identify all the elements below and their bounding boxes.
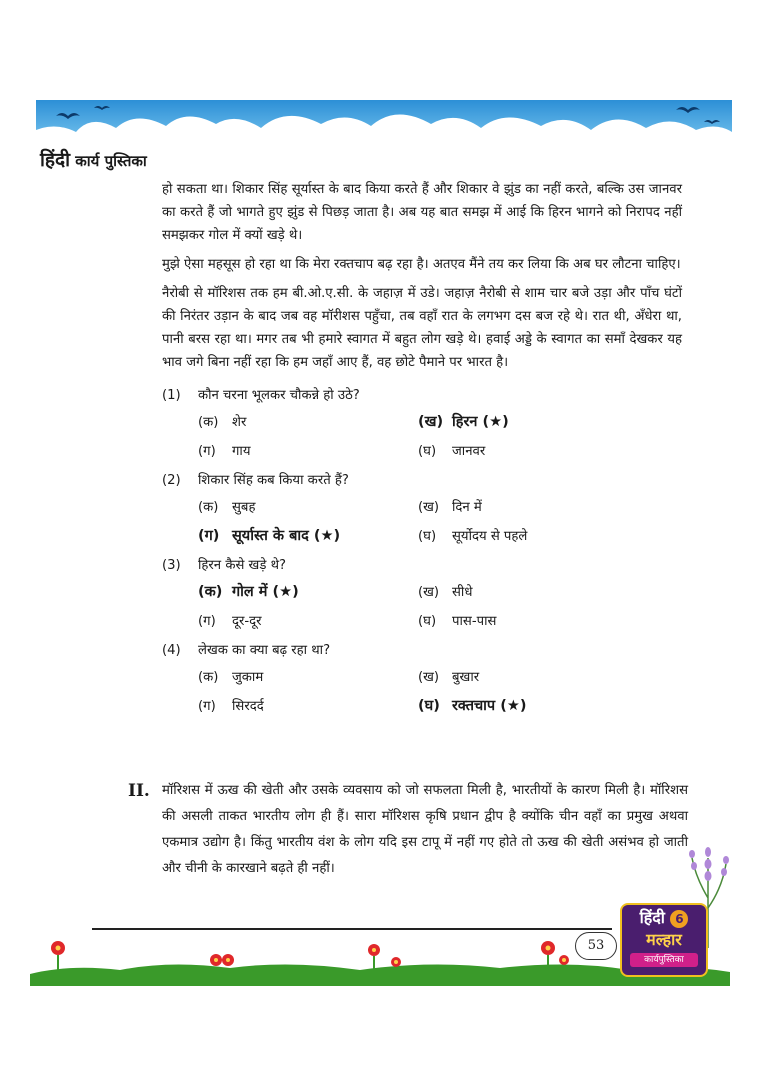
option-correct: (ख) हिरन (★) (418, 414, 509, 430)
option: (क) सुबह (198, 500, 256, 515)
question-text: कौन चरना भूलकर चौकन्ने हो उठे? (198, 388, 360, 403)
question-number: (3) (162, 558, 181, 573)
badge-subtitle: मल्हार (646, 930, 682, 949)
question-text: लेखक का क्या बढ़ रहा था? (198, 643, 331, 658)
badge-caption: कार्यपुस्तिका (630, 953, 698, 967)
option-row (162, 525, 682, 554)
section-two-paragraph: मॉरिशस में ऊख की खेती और उसके व्यवसाय को जो सफलता मिली है, भारतीयों के कारण मिली है। मॉरिशस की असली ताकत भारतीय लोग ही हैं। सारा मॉरिशस कृषि प्रधान द्वीप है क्योंकि चीन वहाँ का प्रमुख अथवा एकमात्र उद्योग है। किंतु भारतीय वंश के लोग यदि इस टापू में नहीं गए होते तो ऊख की खेती असंभव हो जाती और चीनी के कारखाने बढ़ते ही नहीं। (162, 783, 688, 876)
option-correct: (क) गोल में (★) (198, 584, 299, 600)
badge-grade: 6 (670, 910, 688, 928)
option-correct: (ग) सूर्यास्त के बाद (★) (198, 528, 341, 544)
option-row (162, 440, 682, 469)
question-item (162, 384, 682, 411)
page-header-title (40, 146, 147, 172)
badge-title: हिंदी (639, 908, 665, 927)
header-sky-banner (36, 100, 732, 146)
question-item (162, 469, 682, 496)
option-correct: (घ) रक्तचाप (★) (418, 698, 527, 714)
option-row (162, 666, 682, 695)
option: (घ) पास-पास (418, 614, 497, 629)
main-content (162, 178, 682, 724)
question-item (162, 639, 682, 666)
book-logo-badge (620, 903, 708, 977)
option-row (162, 695, 682, 724)
question-item (162, 554, 682, 581)
option: (ख) सीधे (418, 585, 473, 600)
option-row (162, 610, 682, 639)
option: (क) जुकाम (198, 670, 264, 685)
option: (ग) सिरदर्द (198, 699, 264, 714)
question-text: हिरन कैसे खड़े थे? (198, 558, 287, 573)
flower-icon (51, 941, 569, 967)
question-number: (1) (162, 388, 181, 403)
section-label: II. (128, 781, 150, 801)
option-row (162, 581, 682, 610)
option: (ख) बुखार (418, 670, 480, 685)
option: (ख) दिन में (418, 500, 482, 515)
question-list (162, 384, 682, 724)
option-row (162, 496, 682, 525)
passage-paragraph: नैरोबी से मॉरिशस तक हम बी.ओ.ए.सी. के जहाज़ में उडे। जहाज़ नैरोबी से शाम चार बजे उड़ा और पाँच घंटों की निरंतर उड़ान के बाद जब वह मॉरीशस पहुँचा, तब वहाँ रात के लगभग दस बज रहे थे। रात थी, अँधेरा था, पानी बरस रहा था। मगर तब भी हमारे स्वागत में बहुत लोग खड़े थे। हवाई अड्डे के स्वागत का समाँ देखकर यह भाव जगे बिना नहीं रहा कि हम जहाँ आए हैं, वह छोटे पैमाने पर भारत है। (162, 286, 682, 370)
question-text: शिकार सिंह कब किया करते हैं? (198, 473, 349, 488)
question-number: (4) (162, 643, 181, 658)
option: (घ) जानवर (418, 444, 486, 459)
option: (ग) गाय (198, 444, 251, 459)
header-title-hindi: हिंदी (40, 149, 71, 171)
passage-paragraph: हो सकता था। शिकार सिंह सूर्यास्त के बाद किया करते हैं और शिकार वे झुंड का नहीं करते, बल्कि उस जानवर का करते हैं जो भागते हुए झुंड से पिछड़ जाता है। अब यह बात समझ में आई कि हिरन भागने को निरापद नहीं समझकर गोल में क्यों खड़े थे। (162, 182, 682, 243)
option: (घ) सूर्योदय से पहले (418, 529, 528, 544)
passage-paragraph: मुझे ऐसा महसूस हो रहा था कि मेरा रक्तचाप बढ़ रहा है। अतएव मैंने तय कर लिया कि अब घर लौटना चाहिए। (162, 257, 681, 272)
option-row (162, 411, 682, 440)
option: (ग) दूर-दूर (198, 614, 262, 629)
page-number: 53 (575, 932, 617, 960)
option: (क) शेर (198, 415, 247, 430)
question-number: (2) (162, 473, 181, 488)
header-title-rest: कार्य पुस्तिका (75, 152, 147, 170)
section-two (128, 778, 688, 882)
